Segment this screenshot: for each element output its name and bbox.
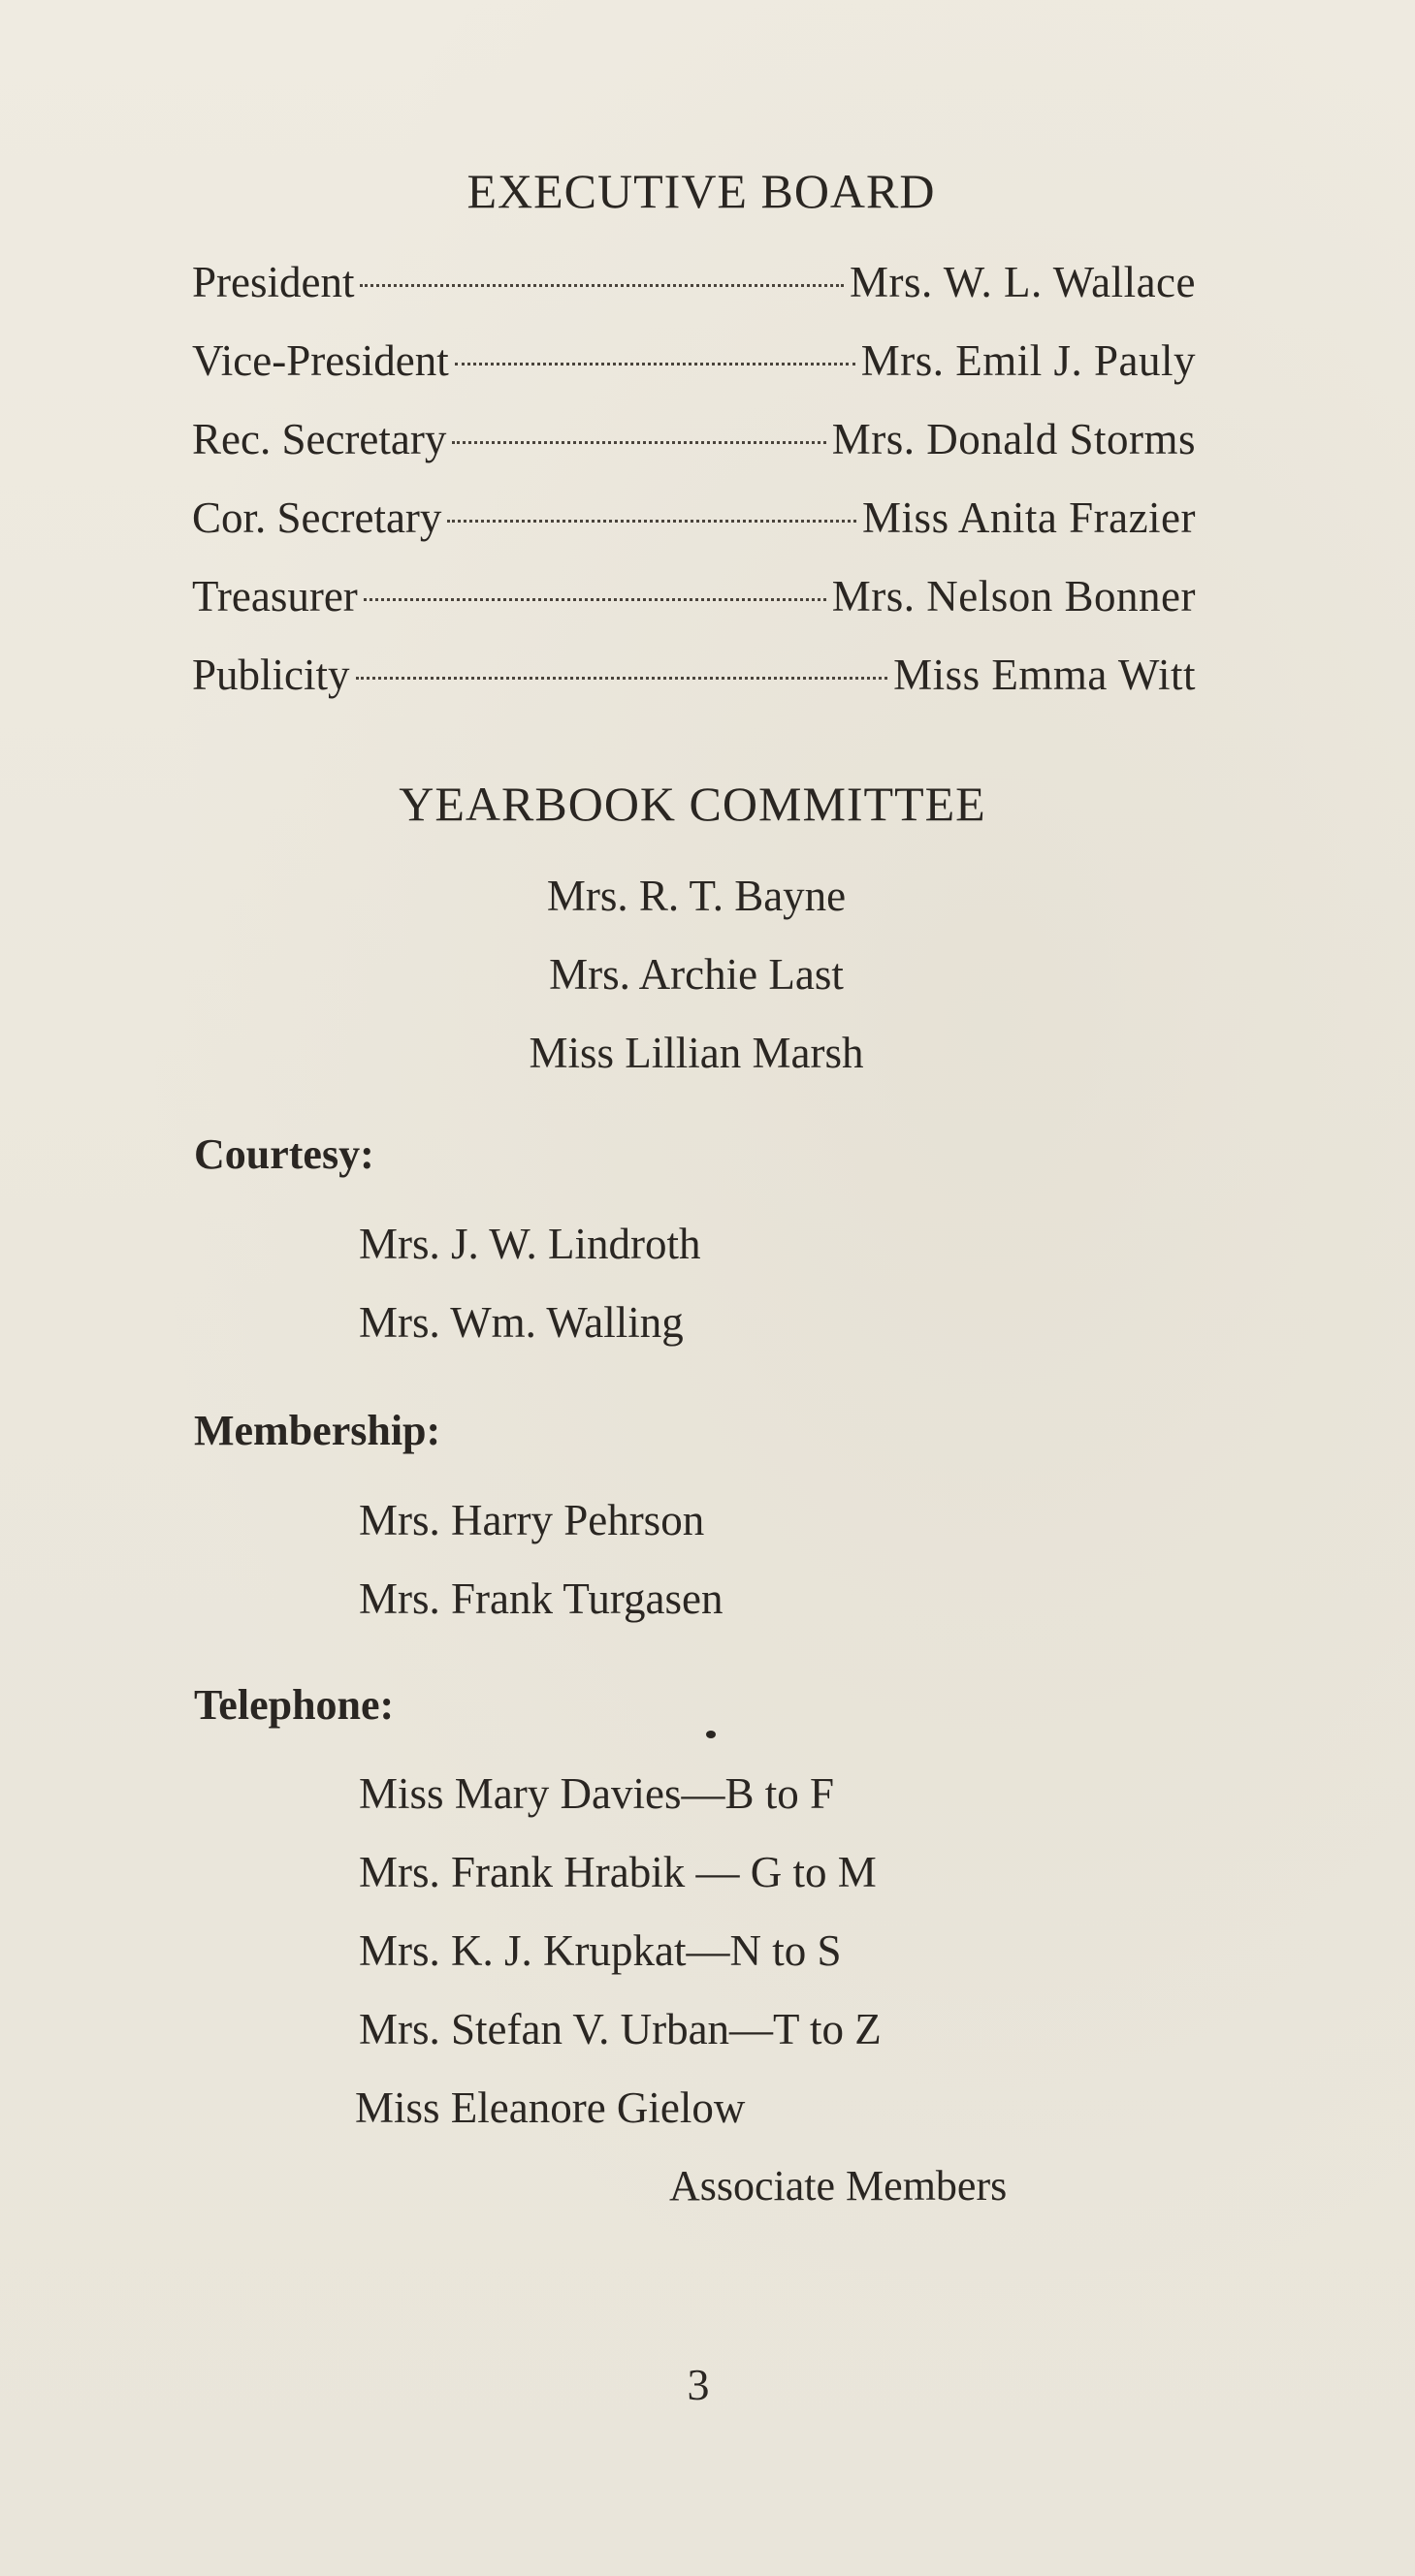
yearbook-committee-heading: YEARBOOK COMMITTEE [399,777,986,831]
courtesy-member: Mrs. Wm. Walling [359,1298,684,1347]
ink-speck [706,1731,716,1738]
officer-title: President [192,258,355,306]
officer-title: Treasurer [192,572,358,620]
telephone-member: Mrs. Stefan V. Urban—T to Z [359,2005,882,2053]
membership-member: Mrs. Frank Turgasen [359,1574,724,1623]
committee-member: Mrs. Archie Last [549,950,844,999]
telephone-member: Mrs. Frank Hrabik — G to M [359,1848,877,1896]
officer-title: Publicity [192,651,350,699]
officer-row-rec-secretary [192,414,1196,472]
courtesy-member: Mrs. J. W. Lindroth [359,1220,701,1268]
telephone-member: Mrs. K. J. Krupkat—N to S [359,1926,842,1975]
dot-leader [452,441,825,444]
officer-name: Mrs. Donald Storms [831,415,1196,463]
telephone-member: Miss Eleanore Gielow [355,2083,746,2132]
dot-leader [447,520,856,523]
officer-name: Mrs. Emil J. Pauly [860,336,1196,385]
executive-board-heading: EXECUTIVE BOARD [466,164,936,218]
membership-heading: Membership: [194,1407,441,1454]
officer-name: Mrs. W. L. Wallace [850,258,1196,306]
committee-member: Mrs. R. T. Bayne [546,872,847,920]
officer-name: Miss Emma Witt [893,651,1196,699]
dot-leader [364,598,826,601]
officer-row-publicity [192,650,1196,708]
officer-row-cor-secretary [192,493,1196,551]
officer-name: Miss Anita Frazier [862,493,1196,542]
dot-leader [455,363,855,366]
associate-members-note: Associate Members [669,2162,1008,2210]
membership-member: Mrs. Harry Pehrson [359,1496,705,1544]
officer-title: Vice-President [192,336,449,385]
page-number: 3 [687,2360,710,2409]
officer-row-president [192,257,1196,315]
dot-leader [360,284,844,287]
officer-row-vice-president [192,335,1196,394]
officer-name: Mrs. Nelson Bonner [831,572,1196,620]
telephone-heading: Telephone: [194,1681,395,1729]
telephone-member: Miss Mary Davies—B to F [359,1769,835,1818]
committee-member: Miss Lillian Marsh [529,1029,864,1077]
officer-row-treasurer [192,571,1196,629]
officer-title: Rec. Secretary [192,415,447,463]
courtesy-heading: Courtesy: [194,1130,374,1178]
officer-title: Cor. Secretary [192,493,442,542]
dot-leader [356,677,888,680]
